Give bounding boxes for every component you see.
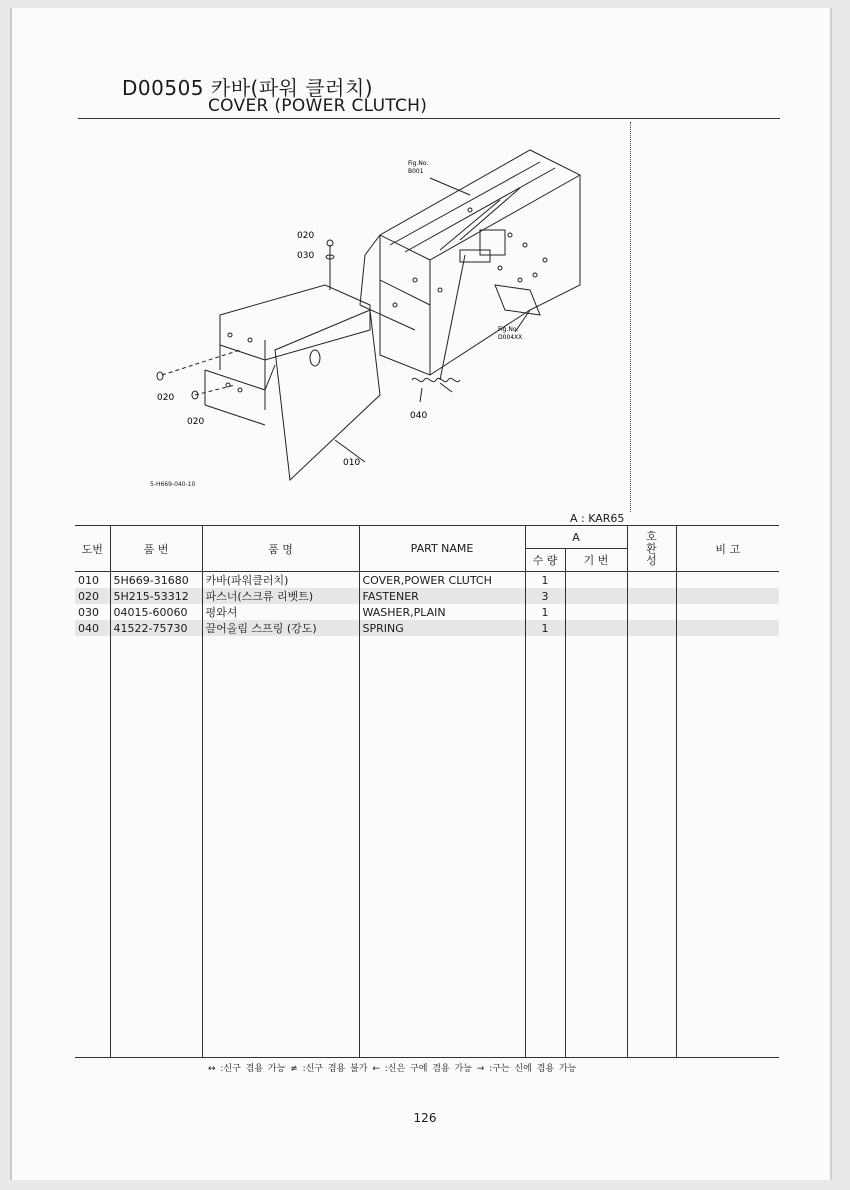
fig-ref-bottom-label: Fig.No. <box>498 326 519 333</box>
header-divider <box>78 118 780 119</box>
callout-010: 010 <box>343 458 361 468</box>
cell-name-en: COVER,POWER CLUTCH <box>359 572 525 589</box>
cell-name-ko: 평와셔 <box>202 604 359 620</box>
cell-part-no: 04015-60060 <box>110 604 202 620</box>
col-ref-no: 도번 <box>75 526 110 572</box>
callout-020-top: 020 <box>297 231 315 241</box>
page-number: 126 <box>413 1111 437 1125</box>
cell-name-ko: 카바(파워클러치) <box>202 572 359 589</box>
cell-model <box>565 620 627 636</box>
table-row <box>75 572 779 589</box>
cell-remarks <box>676 572 779 589</box>
cell-ref: 030 <box>75 604 110 620</box>
cell-part-no: 5H215-53312 <box>110 588 202 604</box>
cell-ref: 040 <box>75 620 110 636</box>
cell-remarks <box>676 620 779 636</box>
table-row <box>75 588 779 604</box>
fig-ref-top-number: B001 <box>408 168 424 175</box>
drawing-code: 5-H669-040-10 <box>150 481 196 488</box>
page-title-korean: D00505 카바(파워 클러치) <box>122 76 374 100</box>
fig-ref-top-label: Fig.No. <box>408 160 429 167</box>
callout-030: 030 <box>297 251 315 261</box>
fig-ref-bottom-number: D004XX <box>498 334 523 341</box>
page-title-english: COVER (POWER CLUTCH) <box>208 96 428 116</box>
cell-remarks <box>676 604 779 620</box>
cell-interchange <box>627 572 676 589</box>
cell-part-no: 5H669-31680 <box>110 572 202 589</box>
cell-qty: 1 <box>525 604 565 620</box>
cell-ref: 020 <box>75 588 110 604</box>
cell-qty: 3 <box>525 588 565 604</box>
fastener-washer-top-drawing <box>326 240 334 290</box>
col-model: 기 번 <box>565 549 627 572</box>
cell-qty: 1 <box>525 620 565 636</box>
cell-name-en: SPRING <box>359 620 525 636</box>
col-part-name-en: PART NAME <box>359 526 525 572</box>
col-interchange: 호 환 성 <box>627 526 676 572</box>
cell-name-en: FASTENER <box>359 588 525 604</box>
cell-interchange <box>627 620 676 636</box>
exploded-parts-diagram <box>140 140 600 500</box>
cell-name-ko: 파스너(스크류 리벳트) <box>202 588 359 604</box>
cell-qty: 1 <box>525 572 565 589</box>
table-row <box>75 604 779 620</box>
frame-assembly-drawing <box>360 150 580 375</box>
power-clutch-cover-drawing <box>205 285 380 480</box>
interchangeability-legend: ↔ :신구 겸용 가능 ≠ :신구 겸용 불가 ← :신은 구에 겸용 가능 → :구는 신에 겸용 가능 <box>208 1064 577 1074</box>
cell-ref: 010 <box>75 572 110 589</box>
cell-remarks <box>676 588 779 604</box>
callout-040: 040 <box>410 411 428 421</box>
cell-model <box>565 588 627 604</box>
dotted-divider <box>630 122 631 512</box>
col-qty: 수 량 <box>525 549 565 572</box>
model-label: A : KAR65 <box>570 512 625 525</box>
col-part-name-ko: 품 명 <box>202 526 359 572</box>
cell-name-ko: 끌어올림 스프링 (강도) <box>202 620 359 636</box>
table-empty-space <box>75 636 779 1058</box>
callout-020-left: 020 <box>157 393 175 403</box>
cell-model <box>565 604 627 620</box>
parts-table <box>75 525 779 1058</box>
cell-part-no: 41522-75730 <box>110 620 202 636</box>
cell-interchange <box>627 604 676 620</box>
col-group-a: A <box>525 526 627 549</box>
callout-020-lower: 020 <box>187 417 205 427</box>
cell-model <box>565 572 627 589</box>
col-part-no: 품 번 <box>110 526 202 572</box>
col-remarks: 비 고 <box>676 526 779 572</box>
cell-name-en: WASHER,PLAIN <box>359 604 525 620</box>
cell-interchange <box>627 588 676 604</box>
table-row <box>75 620 779 636</box>
